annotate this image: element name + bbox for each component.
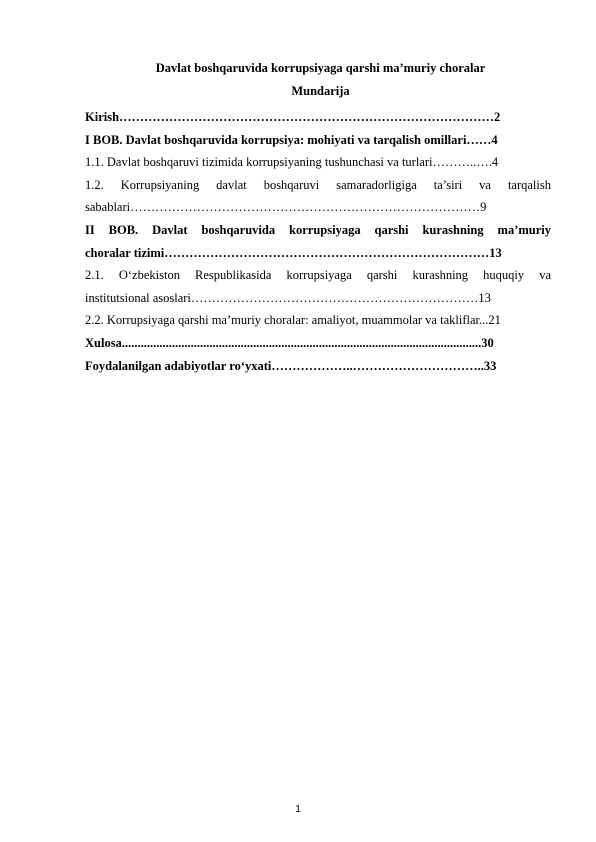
table-of-contents <box>85 106 551 377</box>
toc-entry-1-2: 1.2. Korrupsiyaning davlat boshqaruvi samaradorligiga ta’siri va tarqalish <box>85 177 551 192</box>
toc-entry-2-2: 2.2. Korrupsiyaga qarshi ma’muriy choralar: amaliyot, muammolar va takliflar...21 <box>85 313 501 328</box>
toc-entry-2-1: 2.1. O‘zbekiston Respublikasida korrupsiyaga qarshi kurashning huquqiy va <box>85 268 551 283</box>
toc-entry-2-1-cont: institutsional asoslari……………………………………………………………13 <box>85 290 491 305</box>
toc-entry-chapter-1: I BOB. Davlat boshqaruvida korrupsiya: mohiyati va tarqalish omillari……4 <box>85 132 498 147</box>
page-number: 1 <box>295 804 301 815</box>
toc-entry-1-2-cont: sabablari…………………………………………………………………………9 <box>85 200 487 215</box>
toc-entry-kirish: Kirish………………………………………………………………………………2 <box>85 110 501 124</box>
toc-entry-chapter-2: II BOB. Davlat boshqaruvida korrupsiyaga qarshi kurashning ma’muriy <box>85 222 551 237</box>
toc-entry-chapter-2-cont: choralar tizimi……………………………………………………………………13 <box>85 245 502 260</box>
toc-entry-1-1: 1.1. Davlat boshqaruvi tizimida korrupsiyaning tushunchasi va turlari………..….4 <box>85 155 499 170</box>
document-title: Davlat boshqaruvida korrupsiyaga qarshi ma’muriy choralar <box>155 61 486 75</box>
toc-heading: Mundarija <box>291 84 350 98</box>
toc-entry-xulosa: Xulosa...................................................................................................................30 <box>85 335 494 350</box>
toc-entry-bibliography: Foydalanilgan adabiyotlar ro‘yxati………………..…………………………..33 <box>85 358 497 373</box>
